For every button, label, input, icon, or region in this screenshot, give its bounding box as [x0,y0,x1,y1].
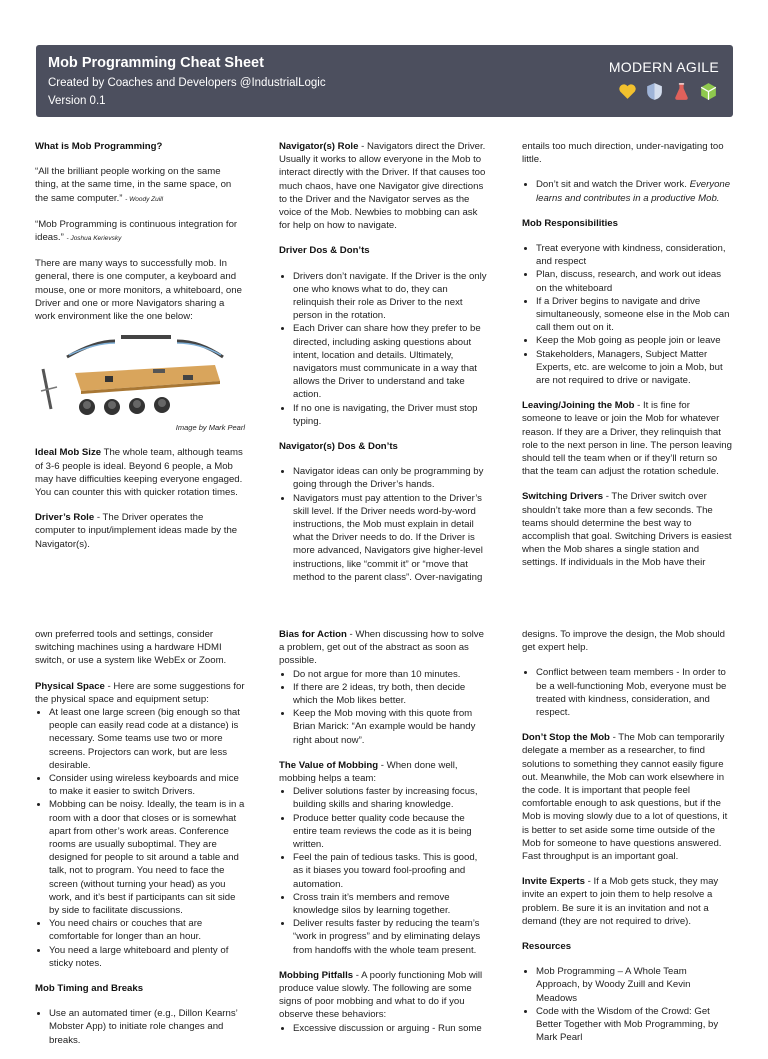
list-item-text: Don’t sit and watch the Driver work. [536,179,690,191]
driver-role-paragraph [35,511,245,551]
quote-kerievsky [35,218,245,245]
bias-heading: Bias for Action [279,629,347,640]
pitfalls-text: - A poorly functioning Mob will produce value slowly. The following are some signs of poor mobbing and what to do if you observe these behaviors: [279,969,483,1021]
list-item: • Navigator ideas can only be programming by going through the Driver’s hands. [293,465,489,491]
list-item: • Produce better quality code because the entire team reviews the code as it is being written. [293,812,489,852]
pitfalls-paragraph [279,969,489,1022]
phys-text: - Here are some suggestions for the physical space and equipment setup: [35,680,245,705]
page2-column-3 [522,628,732,1056]
section-heading-navigator-dos: Navigator(s) Dos & Don’ts [279,441,398,453]
quote-text: “Mob Programming is continuous integration for ideas.” [35,218,238,244]
list-item: • Feel the pain of tedious tasks. This is good, as it biases you toward fool-proofing and automation. [293,851,489,891]
list-item-emphasis: Everyone learns and contributes in a productive Mob. [536,179,731,204]
list-item [536,178,732,204]
ideal-mob-size-paragraph [35,446,245,499]
list-item: • Keep the Mob moving with this quote from Brian Marick: “An example would be handy right about now”. [293,707,489,747]
resources-list [522,965,732,1044]
bias-for-action-paragraph [279,628,489,668]
value-of-mobbing-paragraph [279,759,489,785]
brand-logo-text: MODERN AGILE [608,59,719,75]
nav-text: - Navigators direct the Driver. Usually it works to allow everyone in the Mob to interact directly with the Driver. If that causes too much chaos, have one Navigator give directions to the Driver and the Navigator serves as the voice of the Mob. Newbies to mobbing can ask for help on how to navigate. [279,141,486,232]
list-item: • Drivers don’t navigate. If the Driver is the only one who knows what to do, they can relinquish their role as Driver to the next person in the rotation. [293,270,489,323]
version-label: Version 0.1 [48,95,106,107]
section-heading-resources: Resources [522,941,572,953]
driver-text: - The Driver operates the computer to input/implement ideas made by the Navigator(s). [35,512,238,550]
navigator-dos-list [279,465,489,584]
image-credit: Image by Mark Pearl [175,423,245,433]
list-item: • Consider using wireless keyboards and mice to make it easier to switch Drivers. [49,772,245,798]
list-item: • Keep the Mob going as people join or leave [536,334,732,347]
navigator-role-paragraph [279,140,489,232]
leave-text: - It is fine for someone to leave or join the Mob for whatever reason. If they are a Driver, they relinquish that role to the next person in line. The person leaving should tell the team when or if they’ll return so that the team can adjust the rotation schedule. [522,400,732,478]
page1-column-2 [279,140,489,596]
conflict-list [522,666,732,719]
quote-zuill [35,165,245,206]
list-item: • At least one large screen (big enough so that people can easily read code at a distance) is necessary. Some teams use two or more screens. Projectors can work, but are less desirable. [49,706,245,772]
list-item: • If there are 2 ideas, try both, then decide which the Mob likes better. [293,681,489,707]
list-item: • Deliver results faster by reducing the team’s “work in progress” and by eliminating delays from handoffs with the whole team present. [293,917,489,957]
list-item: • You need chairs or couches that are comfortable for longer than an hour. [49,917,245,943]
heart-icon [617,81,638,102]
page2-column-2 [279,628,489,1047]
cube-icon [698,81,719,102]
list-item: • Each Driver can share how they prefer to be directed, including asking questions about intent, location and details. Ultimately, navigators must communicate in a way that allows the Driver to understand and take action. [293,322,489,401]
list-item: • Navigators must pay attention to the Driver’s skill level. If the Driver needs word-by-word instructions, the Mob must explain in detail what the Driver needs to do. If the Driver is more advanced, Navigators give higher-level instructions, like “commit it” or “move that method to the parent class”. Over-navigating [293,492,489,584]
brand-icons [617,81,719,103]
list-item: • Mobbing can be noisy. Ideally, the team is in a room with a door that closes or is somewhat apart from other’s work areas. Conference rooms are usually suboptimal. They are designed for people to sit around a table and talk, not to program. You need to face the screen (without turning your head) as you work, and it’s best if participants can sit side by side to facilitate discussions. [49,798,245,917]
list-item: • You need a large whiteboard and plenty of sticky notes. [49,944,245,970]
switching-drivers-paragraph [522,490,732,569]
quote-attribution: - Joshua Kerievsky [66,235,122,243]
ways-paragraph: There are many ways to successfully mob. In general, there is one computer, a keyboard and mouse, one or more monitors, a whiteboard, one Driver and one or more Navigators sharing a work environment like the one below: [35,258,242,323]
shield-icon [644,81,665,102]
phys-heading: Physical Space [35,680,105,692]
continued-text: entails too much direction, under-navigating too little. [522,141,724,166]
switch-heading: Switching Drivers [522,491,604,503]
section-heading-timing: Mob Timing and Breaks [35,983,144,995]
dont-sit-list [522,178,732,204]
section-heading-what-is: What is Mob Programming? [35,141,163,152]
leaving-joining-paragraph [522,399,732,478]
list-item: • Code with the Wisdom of the Crowd: Get Better Together with Mob Programming, by Mark Pearl [536,1005,732,1045]
list-item: • Deliver solutions faster by increasing focus, building skills and sharing knowledge. [293,785,489,811]
section-heading-driver-dos: Driver Dos & Don’ts [279,245,370,257]
timing-list [35,1007,245,1047]
nav-heading: Navigator(s) Role [279,141,359,152]
invite-text: - If a Mob gets stuck, they may invite an expert to join them to help resolve a problem. Be sure it is an invitation and not a demand (they are not required to drive). [522,876,719,927]
flask-icon [671,81,692,102]
list-item: • Stakeholders, Managers, Subject Matter Experts, etc. are welcome to join a Mob, but are not required to drive or navigate. [536,348,732,388]
invite-experts-paragraph [522,875,732,928]
page-title: Mob Programming Cheat Sheet [48,55,264,71]
mob-workspace-illustration [35,329,245,421]
list-item: • Cross train it’s members and remove knowledge silos by learning together. [293,891,489,917]
list-item: • Plan, discuss, research, and work out ideas on the whiteboard [536,268,732,294]
ideal-heading: Ideal Mob Size [35,447,102,459]
driver-heading: Driver’s Role [35,512,95,524]
invite-heading: Invite Experts [522,876,585,888]
quote-attribution: - Woody Zuill [125,195,164,203]
value-text: - When done well, mobbing helps a team: [279,759,458,785]
pitfalls-heading: Mobbing Pitfalls [279,969,354,981]
list-item: • Conflict between team members - In order to be a well-functioning Mob, everyone must be treated with kindness, consideration, and respect. [536,666,732,719]
ideal-text: The whole team, although teams of 3-6 people is ideal. Beyond 6 people, a Mob may have difficulties keeping everyone engaged. You can counter this with quicker rotation times. [35,447,243,499]
list-item: • Excessive discussion or arguing - Run some [293,1022,489,1035]
header-banner [36,45,733,117]
responsibilities-list [522,242,732,387]
value-heading: The Value of Mobbing [279,759,379,771]
list-item: • If no one is navigating, the Driver must stop typing. [293,402,489,428]
continued-text: own preferred tools and settings, consider switching machines using a hardware HDMI switch, or use a system like WebEx or Zoom. [35,629,227,667]
bias-text: - When discussing how to solve a problem, get out of the abstract as soon as possible. [279,629,484,667]
page1-column-1 [35,140,245,563]
quote-text: “All the brilliant people working on the same thing, at the same time, in the same space, on the same computer.” [35,166,232,204]
value-list [279,785,489,957]
page1-column-3 [522,140,732,582]
switch-text: - The Driver switch over shouldn’t take more than a few seconds. The teams should determine the best way to accomplish that goal. Switching Drivers is easiest when the Mob shares a single station and settings. If individuals in the Mob have their [522,491,732,569]
physical-space-list [35,706,245,970]
driver-dos-list [279,270,489,428]
list-item: • Do not argue for more than 10 minutes. [293,668,489,681]
section-heading-responsibilities: Mob Responsibilities [522,217,618,229]
list-item: • Use an automated timer (e.g., Dillon Kearns’ Mobster App) to initiate role changes and breaks. [49,1007,245,1047]
header-subtitle: Created by Coaches and Developers @IndustrialLogic [48,77,326,89]
list-item: • If a Driver begins to navigate and drive simultaneously, someone else in the Mob can call them out on it. [536,295,732,335]
dontstop-text: - The Mob can temporarily delegate a member as a researcher, to find solutions to something they cannot easily figure out. Meanwhile, the Mob can work elsewhere in the code. It is important that people feel comfortable enough to ask questions, but if the Mob is moving slowly due to a lot of questions, it is better to set aside some time outside of the Mob for someone to have questions answered. Fast throughput is an important goal. [522,732,728,863]
dont-stop-paragraph [522,731,732,863]
bias-list [279,668,489,747]
list-item: • Treat everyone with kindness, consideration, and respect [536,242,732,268]
dontstop-heading: Don’t Stop the Mob [522,732,610,744]
continued-text: designs. To improve the design, the Mob should get expert help. [522,629,726,654]
page2-column-1 [35,628,245,1059]
leave-heading: Leaving/Joining the Mob [522,400,635,412]
list-item: • Mob Programming – A Whole Team Approach, by Woody Zuill and Kevin Meadows [536,965,732,1005]
physical-space-paragraph [35,680,245,706]
